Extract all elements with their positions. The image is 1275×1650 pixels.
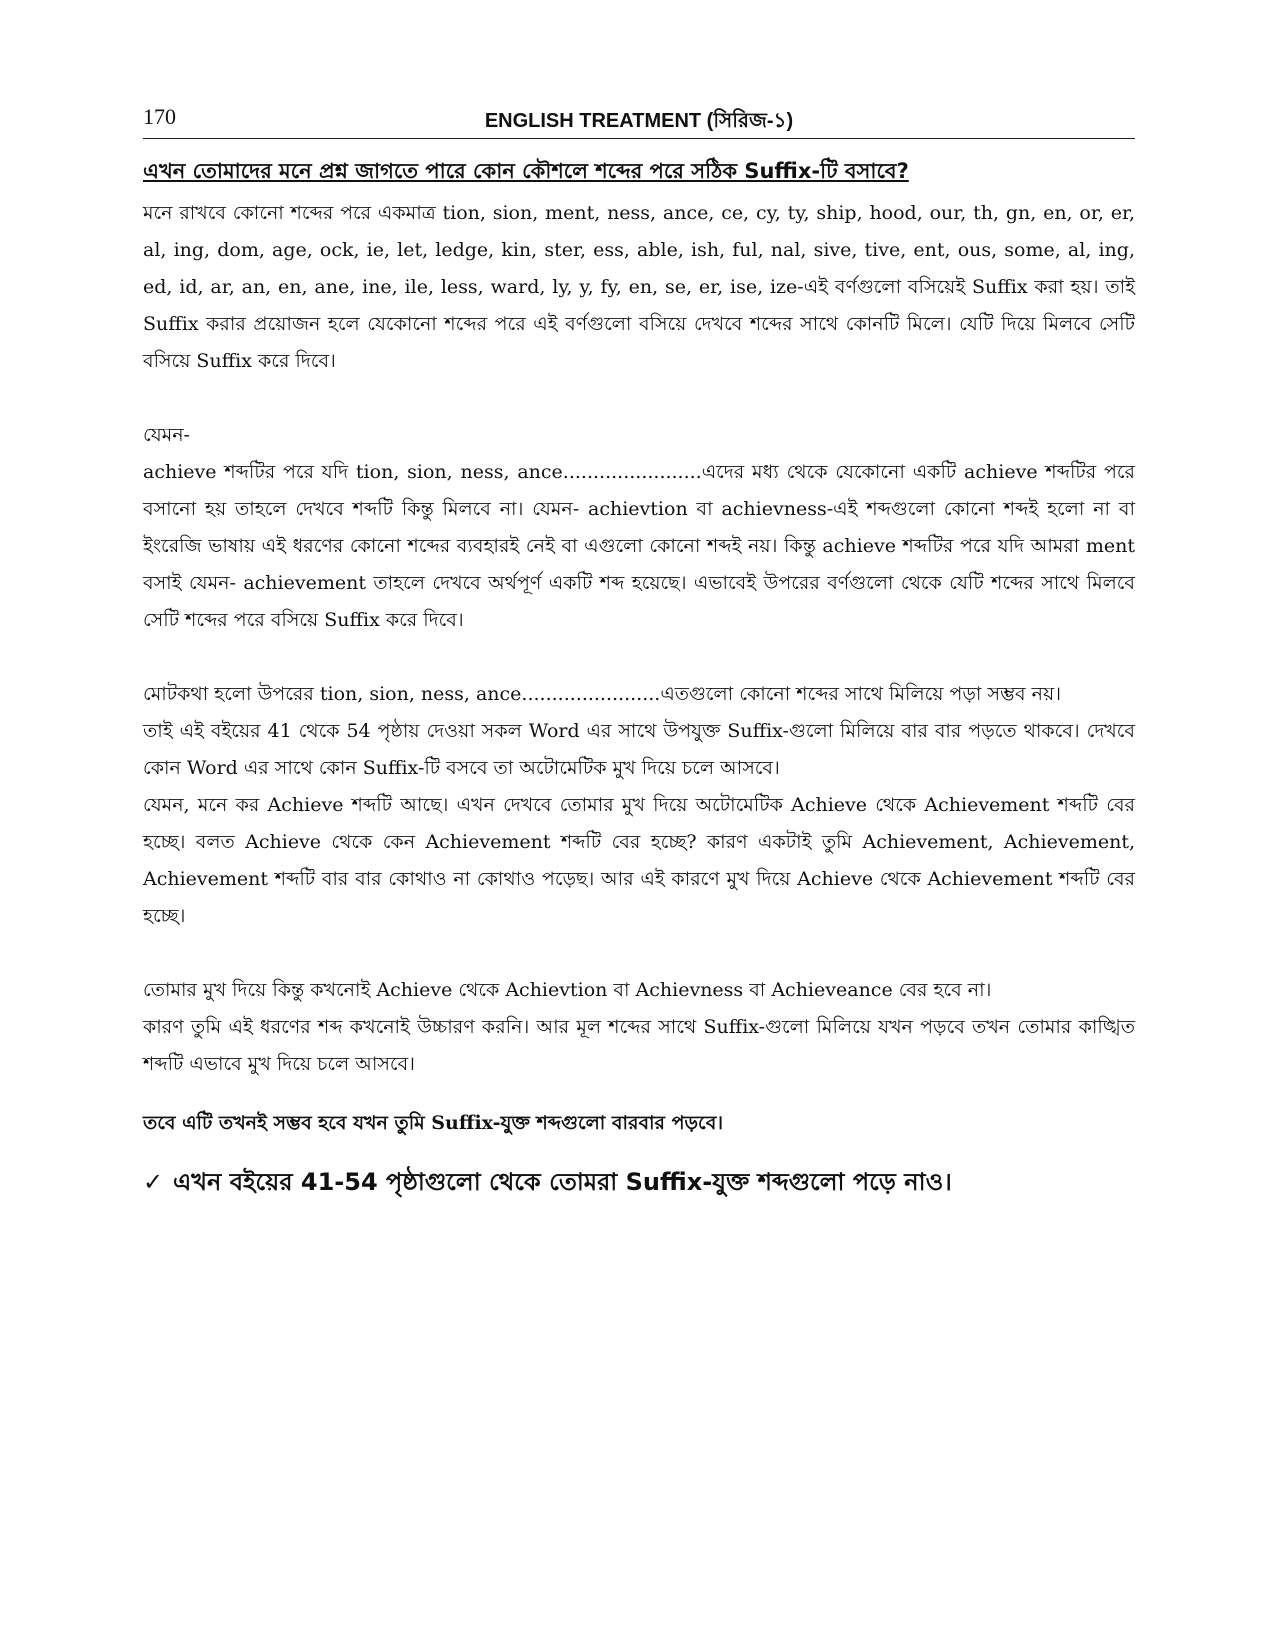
page-header [143, 100, 1135, 139]
final-instruction [143, 1162, 1135, 1202]
document-page [143, 100, 1135, 1202]
spacer [143, 935, 1135, 972]
page-number: 170 [143, 104, 176, 129]
paragraph-example-label: যেমন- [143, 424, 190, 446]
paragraph-summary: মোটকথা হলো উপরের tion, sion, ness, ance.......................এতগুলো কোনো শব্দের সাথে মিলিয়ে পড়া সম্ভব নয়। [143, 683, 1061, 705]
paragraph-achieve-example: achieve শব্দটির পরে যদি tion, sion, ness, ance.......................এদের মধ্য থেকে যেকোনো একটি achieve শব্দটির পরে বসানো হয় তাহলে দেখবে শব্দটি কিন্তু মিলবে না। যেমন- achievtion বা achievness-এই শব্দগুলো কোনো শব্দই হলো না বা ইংরেজি ভাষায় এই ধরণের কোনো শব্দের ব্যবহারই নেই বা এগুলো কোনো শব্দই নয়। কিন্তু achieve শব্দটির পরে যদি আমরা ment বসাই যেমন- achievement তাহলে দেখবে অর্থপূর্ণ একটি শব্দ হয়েছে। এভাবেই উপরের বর্ণগুলো থেকে যেটি শব্দের সাথে মিলবে সেটি শব্দের পরে বসিয়ে Suffix করে দিবে। [143, 461, 1135, 631]
spacer [143, 380, 1135, 417]
section-heading: এখন তোমাদের মনে প্রশ্ন জাগতে পারে কোন কৌশলে শব্দের পরে সঠিক Suffix-টি বসাবে? [143, 159, 909, 183]
paragraph-suffix-list: মনে রাখবে কোনো শব্দের পরে একমাত্র tion, sion, ment, ness, ance, ce, cy, ty, ship, hood, our, th, gn, en, or, er, al, ing, dom, age, ock, ie, let, ledge, kin, ster, ess, able, ish, ful, nal, sive, tive, ent, ous, some, al, ing, ed, id, ar, an, en, ane, ine, ile, less, ward, ly, y, fy, en, se, er, ise, ize-এই বর্ণগুলো বসিয়েই Suffix করা হয়। তাই Suffix করার প্রয়োজন হলে যেকোনো শব্দের পরে এই বর্ণগুলো বসিয়ে দেখবে শব্দের সাথে কোনটি মিলে। যেটি দিয়ে মিলবে সেটি বসিয়ে Suffix করে দিবে। [143, 202, 1135, 372]
paragraph-practice: তাই এই বইয়ের 41 থেকে 54 পৃষ্ঠায় দেওয়া সকল Word এর সাথে উপযুক্ত Suffix-গুলো মিলিয়ে বার বার পড়তে থাকবে। দেখবে কোন Word এর সাথে কোন Suffix-টি বসবে তা অটোমেটিক মুখ দিয়ে চলে আসবে। [143, 720, 1135, 779]
paragraph-achievement-example: যেমন, মনে কর Achieve শব্দটি আছে। এখন দেখবে তোমার মুখ দিয়ে অটোমেটিক Achieve থেকে Achievement শব্দটি বের হচ্ছে। বলত Achieve থেকে কেন Achievement শব্দটি বের হচ্ছে? কারণ একটাই তুমি Achievement, Achievement, Achievement শব্দটি বার বার কোথাও না কোথাও পড়েছ। আর এই কারণে মুখ দিয়ে Achieve থেকে Achievement শব্দটি বের হচ্ছে। [143, 794, 1135, 927]
paragraph-reason: কারণ তুমি এই ধরণের শব্দ কখনোই উচ্চারণ করনি। আর মূল শব্দের সাথে Suffix-গুলো মিলিয়ে যখন পড়বে তখন তোমার কাঙ্খিত শব্দটি এভাবে মুখ দিয়ে চলে আসবে। [143, 1016, 1135, 1075]
spacer [143, 1083, 1135, 1105]
final-instruction-text: এখন বইয়ের 41-54 পৃষ্ঠাগুলো থেকে তোমরা Suffix-যুক্ত শব্দগুলো পড়ে নাও। [173, 1168, 952, 1196]
spacer [143, 639, 1135, 676]
running-title: ENGLISH TREATMENT (সিরিজ-১) [484, 110, 794, 132]
paragraph-never: তোমার মুখ দিয়ে কিন্তু কখনোই Achieve থেকে Achievtion বা Achievness বা Achieveance বের হবে না। [143, 979, 992, 1001]
check-icon: ✓ [143, 1168, 164, 1196]
bold-note: তবে এটি তখনই সম্ভব হবে যখন তুমি Suffix-যুক্ত শব্দগুলো বারবার পড়বে। [143, 1112, 724, 1134]
